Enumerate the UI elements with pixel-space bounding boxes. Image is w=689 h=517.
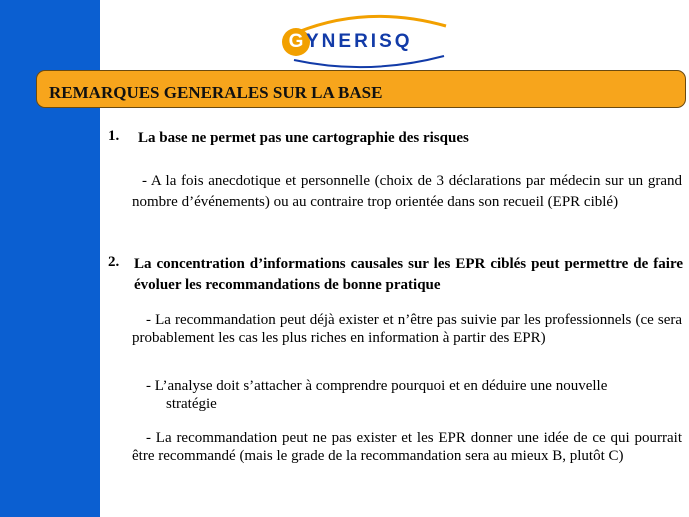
section2-item-3: - La recommandation peut ne pas exister et les EPR donner une idée de ce qui pourrait être recommandé (mais le grade de la recommandation sera au mieux B, plutôt C) [132,430,682,464]
section1-number: 1. [108,128,120,144]
section2-heading: La concentration d’informations causales sur les EPR ciblés peut permettre de faire évoluer les recommandations de bonne pratique [134,256,683,293]
section1-body: - A la fois anecdotique et personnelle (choix de 3 déclarations par médecin sur un grand nombre d’événements) ou au contraire trop orientée dans son recueil (EPR ciblé) [132,173,682,210]
logo-text: YNERISQ [306,31,413,52]
section2-item-2-continued: stratégie [166,396,217,412]
page-title: REMARQUES GENERALES SUR LA BASE [49,83,383,102]
section2-item-2: - L’analyse doit s’attacher à comprendre pourquoi et en déduire une nouvelle [146,378,608,394]
section2-item-1: - La recommandation peut déjà exister et n’être pas suivie par les professionnels (ce sera probablement les cas les plus riches en information à partir des EPR) [132,312,682,346]
title-banner [36,70,686,108]
section1-heading: La base ne permet pas une cartographie des risques [138,130,469,146]
logo-initial: G [282,28,310,56]
gynerisq-logo [268,10,458,70]
section2-number: 2. [108,254,120,270]
